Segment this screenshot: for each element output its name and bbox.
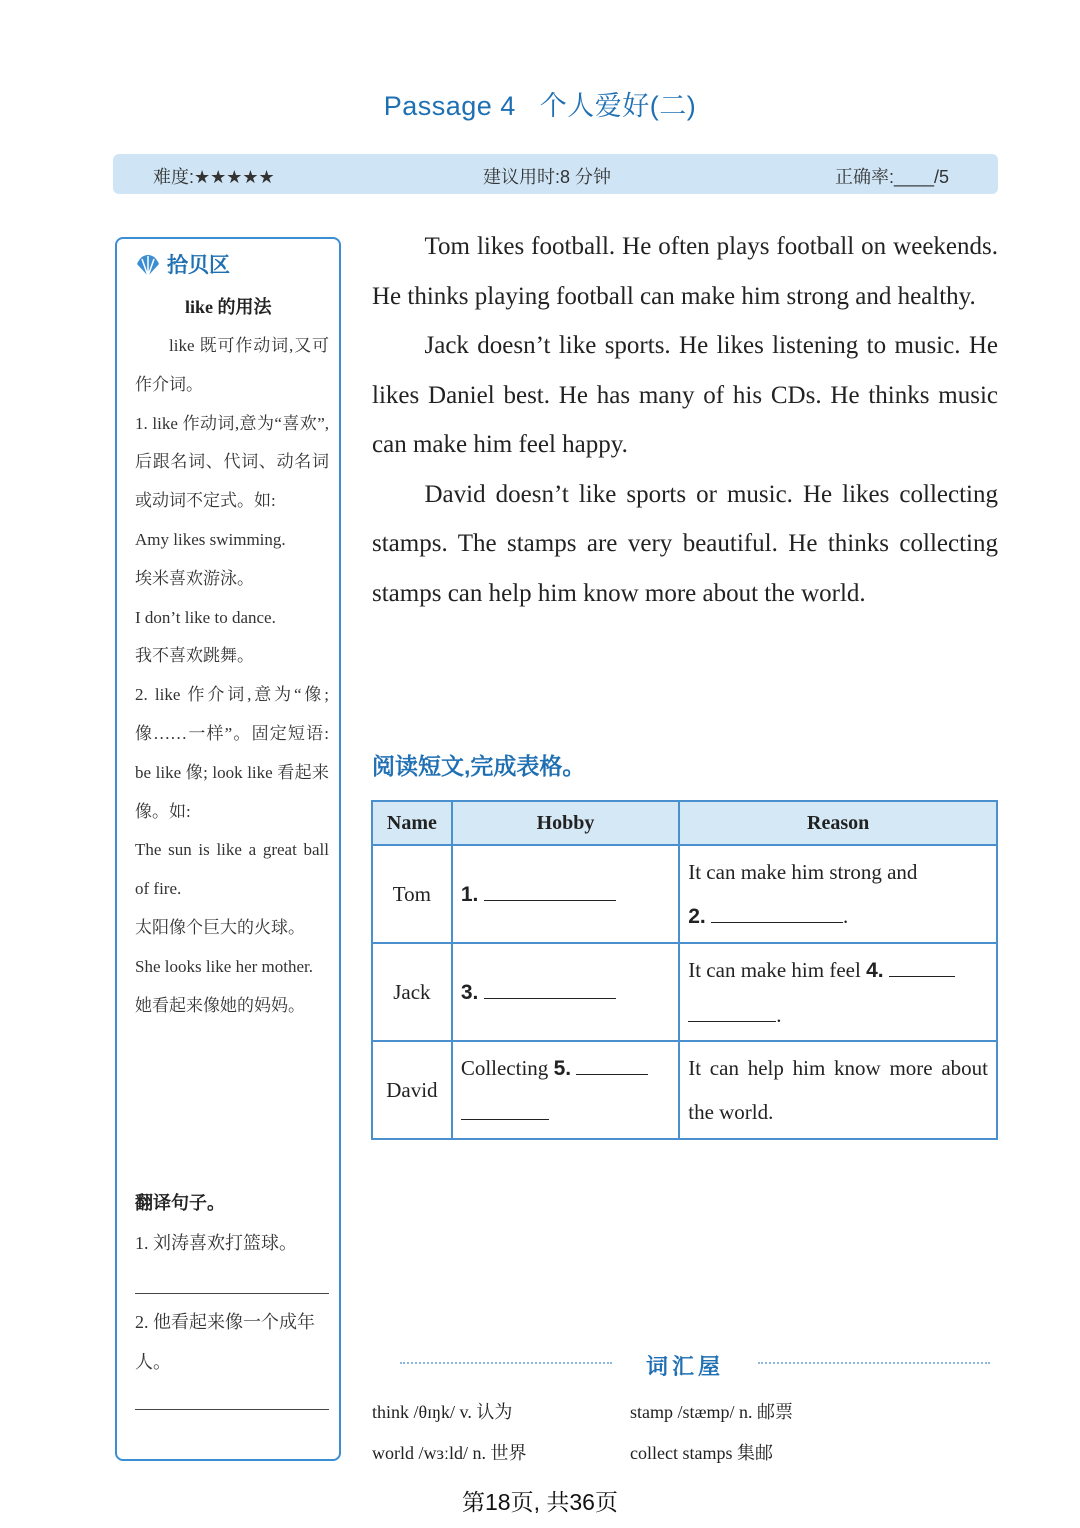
reason-cell: It can help him know more about the world.	[679, 1041, 997, 1139]
vocab-item: stamp /stæmp/ n. 邮票	[630, 1402, 794, 1422]
reason-period: .	[843, 903, 849, 928]
translate-item: 2. 他看起来像一个成年人。	[135, 1312, 315, 1372]
answer-blank[interactable]	[576, 1053, 648, 1075]
page-title	[0, 84, 1080, 123]
translate-item: 1. 刘涛喜欢打篮球。	[135, 1233, 297, 1253]
vocab-title: 词汇屋	[645, 1354, 724, 1379]
reason-cell	[679, 845, 997, 943]
answer-blank[interactable]	[889, 955, 955, 977]
sidebar-example: 她看起来像她的妈妈。	[135, 995, 305, 1015]
divider	[758, 1362, 990, 1364]
sidebar-example: She looks like her mother.	[135, 956, 314, 976]
hobby-cell	[452, 845, 679, 943]
translate-heading: 翻译句子。	[135, 1193, 225, 1213]
hobby-cell	[452, 943, 679, 1041]
reason-text: It can make him strong and	[688, 859, 918, 884]
answer-blank[interactable]	[484, 879, 616, 901]
answer-blank[interactable]	[461, 1098, 549, 1120]
sidebar-title: 拾贝区	[167, 254, 230, 277]
sidebar-body	[135, 327, 329, 1025]
hobby-text: Collecting	[460, 1055, 549, 1080]
answer-line[interactable]	[135, 1293, 329, 1294]
passage-label: Passage 4	[383, 91, 516, 121]
blank-number: 2.	[688, 904, 706, 928]
sidebar-example: 我不喜欢跳舞。	[135, 646, 254, 666]
sidebar-example: Amy likes swimming.	[135, 529, 286, 549]
table-row	[372, 845, 997, 943]
difficulty-rating: 难度:★★★★★	[153, 167, 275, 187]
hobby-cell	[452, 1041, 679, 1139]
answer-line[interactable]	[135, 1409, 329, 1410]
table-row	[372, 943, 997, 1041]
sidebar-text: like 既可作动词,又可作介词。	[135, 336, 329, 394]
suggested-time: 建议用时:8 分钟	[483, 167, 612, 187]
blank-number: 5.	[553, 1056, 572, 1080]
task-instruction: 阅读短文,完成表格。	[372, 753, 586, 779]
answer-blank[interactable]	[484, 977, 616, 999]
reason-cell	[679, 943, 997, 1041]
info-bar	[113, 154, 998, 194]
topic-label: 个人爱好(二)	[539, 91, 697, 121]
vocab-item: world /wɜːld/ n. 世界	[372, 1443, 527, 1463]
sidebar-example: 太阳像个巨大的火球。	[135, 917, 305, 937]
sidebar-example: I don’t like to dance.	[135, 607, 276, 627]
accuracy-field: 正确率:____/5	[835, 167, 950, 187]
reading-passage	[372, 222, 998, 618]
vocab-item: think /θɪŋk/ v. 认为	[372, 1402, 513, 1422]
sidebar-example: 埃米喜欢游泳。	[135, 568, 254, 588]
tips-sidebar	[115, 237, 341, 1461]
reason-text: It can make him feel	[688, 957, 861, 982]
answer-blank[interactable]	[688, 1000, 776, 1022]
column-header: Name	[372, 801, 452, 845]
passage-paragraph: David doesn’t like sports or music. He likes collecting stamps. The stamps are very beautiful. He thinks collecting stamps can help him know more about the world.	[372, 480, 998, 607]
table-row	[372, 1041, 997, 1139]
sidebar-text: 1. like 作动词,意为“喜欢”,后跟名词、代词、动名词或动词不定式。如:	[135, 413, 329, 511]
name-cell: Jack	[372, 943, 452, 1041]
sidebar-text: 2. like 作介词,意为“像;像……一样”。固定短语: be like 像; look like 看起来像。如:	[135, 685, 329, 821]
blank-number: 3.	[460, 980, 479, 1004]
sidebar-example: The sun is like a great ball of fire.	[135, 840, 329, 899]
page-number: 第18页, 共36页	[462, 1489, 618, 1515]
passage-paragraph: Jack doesn’t like sports. He likes listening to music. He likes Daniel best. He has many of his CDs. He thinks music can make him feel happy.	[372, 332, 998, 458]
sidebar-heading	[135, 249, 230, 279]
reason-period: .	[776, 1002, 782, 1027]
answer-blank[interactable]	[711, 901, 843, 923]
vocab-item: collect stamps 集邮	[630, 1443, 773, 1463]
passage-paragraph: Tom likes football. He often plays football on weekends. He thinks playing football can make him strong and healthy.	[372, 233, 998, 310]
answer-table	[371, 800, 998, 1140]
blank-number: 4.	[866, 958, 884, 982]
name-cell: Tom	[372, 845, 452, 943]
blank-number: 1.	[460, 882, 479, 906]
column-header: Hobby	[452, 801, 679, 845]
name-cell: David	[372, 1041, 452, 1139]
sidebar-subtitle: like 的用法	[185, 297, 272, 317]
column-header: Reason	[679, 801, 997, 845]
shell-icon	[135, 254, 161, 278]
table-header-row	[372, 801, 997, 845]
